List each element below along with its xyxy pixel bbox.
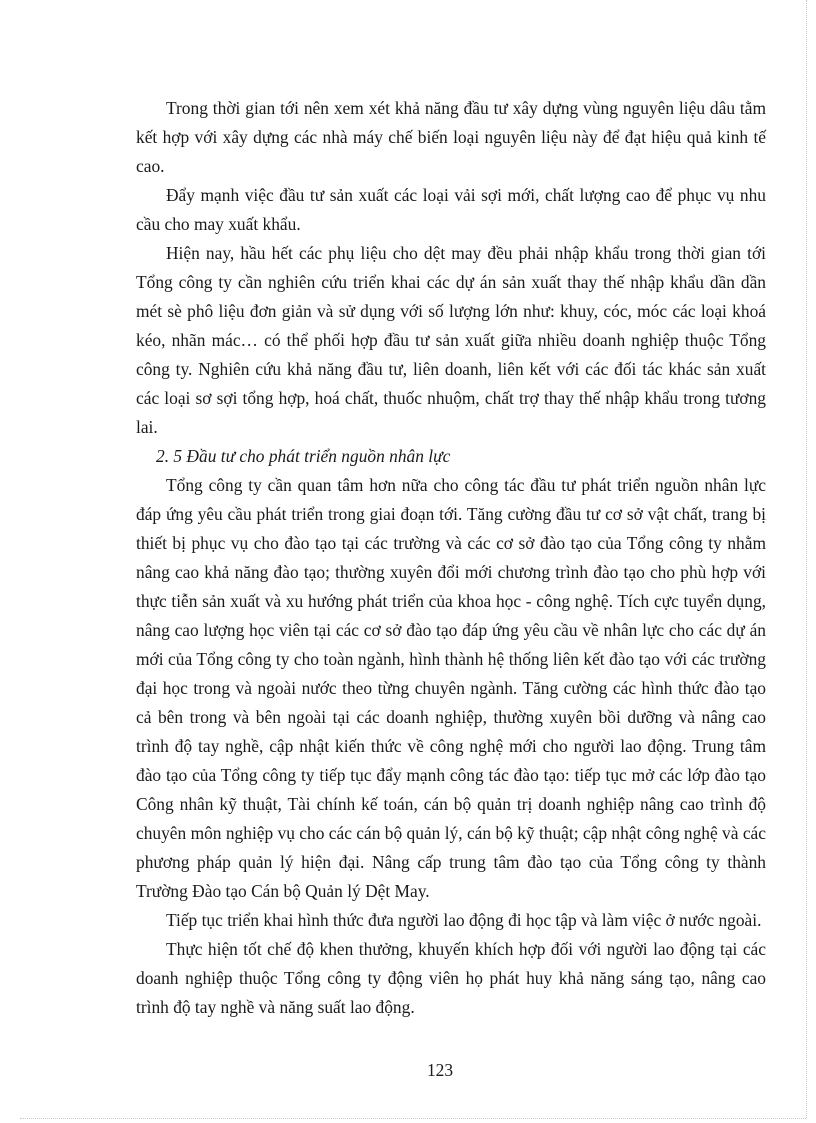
page-number: 123 xyxy=(426,1060,454,1080)
paragraph-new-fabric-production: Đẩy mạnh việc đầu tư sản xuất các loại vải sợi mới, chất lượng cao để phục vụ nhu cầu cho may xuất khẩu. xyxy=(136,185,766,234)
paragraph-human-resources: Tổng công ty cần quan tâm hơn nữa cho công tác đầu tư phát triển nguồn nhân lực đáp ứng yêu cầu phát triển trong giai đoạn tới. Tăng cường đầu tư cơ sở vật chất, trang bị thiết bị phục vụ cho đào tạo tại các trường và các cơ sở đào tạo của Tổng công ty nhằm nâng cao khả năng đào tạo; thường xuyên đổi mới chương trình đào tạo cho phù hợp với thực tiễn sản xuất và xu hướng phát triển của khoa học - công nghệ. Tích cực tuyển dụng, nâng cao lượng học viên tại các cơ sở đào tạo đáp ứng yêu cầu về nhân lực cho các dự án mới của Tổng công ty cho toàn ngành, hình thành hệ thống liên kết đào tạo với các trường đại học trong và ngoài nước theo từng chuyên ngành. Tăng cường các hình thức đào tạo cả bên trong và bên ngoài tại các doanh nghiệp, thường xuyên bồi dưỡng và nâng cao trình độ tay nghề, cập nhật kiến thức về công nghệ mới cho người lao động. Trung tâm đào tạo của Tổng công ty tiếp tục đẩy mạnh công tác đào tạo: tiếp tục mở các lớp đào tạo Công nhân kỹ thuật, Tài chính kế toán, cán bộ quản trị doanh nghiệp nâng cao trình độ chuyên môn nghiệp vụ cho các cán bộ quản lý, cán bộ kỹ thuật; cập nhật công nghệ và các phương pháp quản lý hiện đại. Nâng cấp trung tâm đào tạo của Tổng công ty thành Trường Đào tạo Cán bộ Quản lý Dệt May. xyxy=(136,475,766,901)
section-heading: 2. 5 Đầu tư cho phát triển nguồn nhân lực xyxy=(156,446,451,466)
paragraph-rewards-policy: Thực hiện tốt chế độ khen thưởng, khuyến khích hợp đối với người lao động tại các doanh nghiệp thuộc Tổng công ty động viên họ phát huy khả năng sáng tạo, nâng cao trình độ tay nghề và năng suất lao động. xyxy=(136,939,766,1017)
page-body xyxy=(136,94,766,1022)
paragraph-accessories-import-substitution: Hiện nay, hầu hết các phụ liệu cho dệt may đều phải nhập khẩu trong thời gian tới Tổng công ty cần nghiên cứu triển khai các dự án sản xuất thay thế nhập khẩu dần dần mét sè phô liệu đơn giản và sử dụng với số lượng lớn như: khuy, cóc, móc các loại khoá kéo, nhãn mác… có thể phối hợp đầu tư sản xuất giữa nhiều doanh nghiệp thuộc Tổng công ty. Nghiên cứu khả năng đầu tư, liên doanh, liên kết với các đối tác khác sản xuất các loại sơ sợi tổng hợp, hoá chất, thuốc nhuộm, chất trợ thay thế nhập khẩu trong tương lai. xyxy=(136,243,766,437)
paragraph-overseas-labor: Tiếp tục triển khai hình thức đưa người lao động đi học tập và làm việc ở nước ngoài. xyxy=(166,910,762,930)
page-border-bottom xyxy=(20,1118,806,1119)
page-border-right xyxy=(806,0,807,1118)
paragraph-raw-silk-investment: Trong thời gian tới nên xem xét khả năng đầu tư xây dựng vùng nguyên liệu dâu tằm kết hợp với xây dựng các nhà máy chế biến loại nguyên liệu này để đạt hiệu quả kinh tế cao. xyxy=(136,98,766,176)
